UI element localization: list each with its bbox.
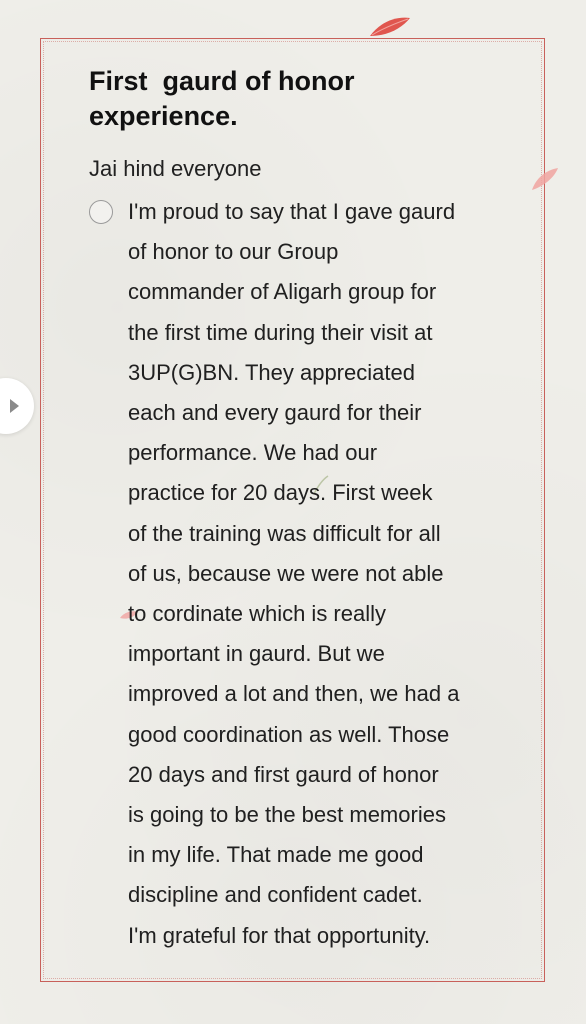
checklist-item-text[interactable]: I'm proud to say that I gave gaurd of honor to our Group commander of Aligarh group for the first time during their visit at 3UP(G)BN. They appreciated each and every gaurd for their performance. We had our practice for 20 days. First week of the training was difficult for all of us, because we were not able to cordinate which is really important in gaurd. But we improved a lot and then, we had a good coordination as well. Those 20 days and first gaurd of honor is going to be the best memories in my life. That made me good discipline and confident cadet. I'm grateful for that opportunity. xyxy=(128,199,460,948)
note-greeting-text[interactable]: Jai hind everyone xyxy=(89,156,262,181)
note-title[interactable]: First gaurd of honor experience. xyxy=(89,66,355,131)
checklist-item-checkbox[interactable] xyxy=(89,200,113,224)
side-panel-toggle-button[interactable] xyxy=(0,378,34,434)
play-arrow-icon xyxy=(10,399,19,413)
petal-decoration xyxy=(530,166,560,192)
petal-decoration xyxy=(368,14,412,40)
